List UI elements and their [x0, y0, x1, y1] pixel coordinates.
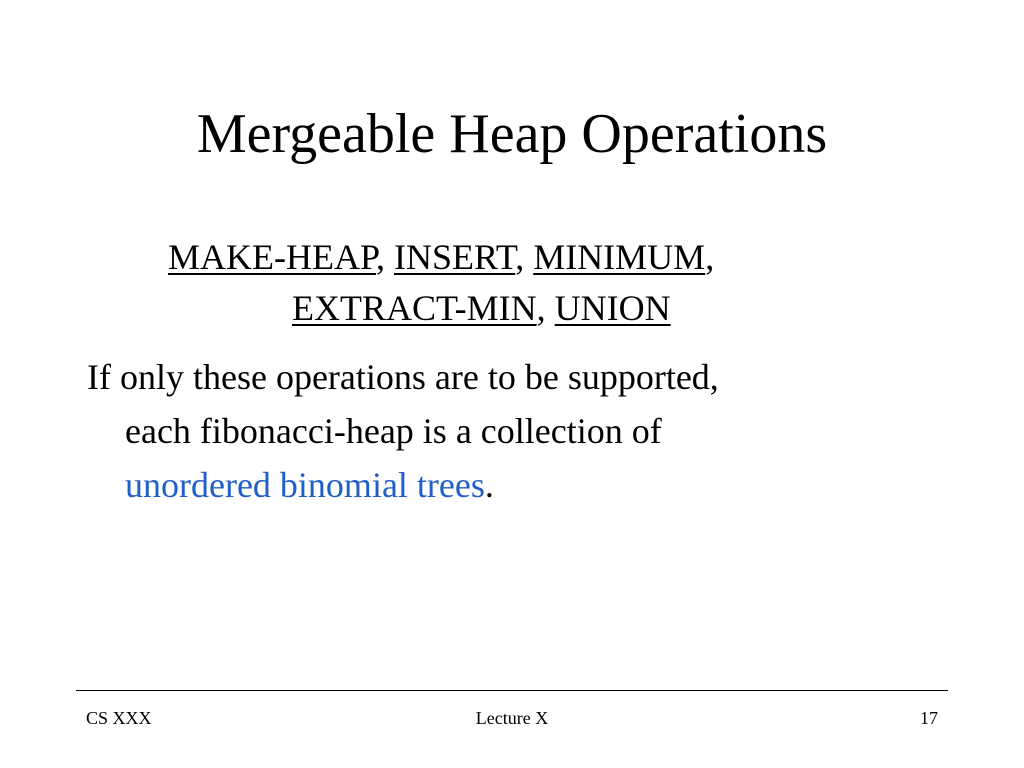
op-separator: , [515, 237, 534, 277]
op-extract-min: EXTRACT-MIN [292, 288, 537, 328]
operations-line-1 [160, 232, 860, 283]
end-punctuation: . [484, 465, 494, 505]
op-separator: , [376, 237, 395, 277]
highlighted-term: unordered binomial trees [125, 465, 485, 505]
op-trailing-comma: , [705, 237, 715, 277]
slide-title: Mergeable Heap Operations [196, 103, 828, 165]
body-paragraph [87, 350, 967, 512]
footer [76, 706, 948, 730]
op-union: UNION [554, 288, 671, 328]
body-line-3 [87, 458, 967, 512]
op-make-heap: MAKE-HEAP [168, 237, 377, 277]
op-insert: INSERT [394, 237, 516, 277]
body-line-2: each fibonacci-heap is a collection of [125, 411, 662, 451]
footer-divider [76, 690, 948, 691]
footer-lecture: Lecture X [475, 708, 549, 728]
body-line-1: If only these operations are to be supported, [87, 357, 719, 397]
operations-line-2 [160, 283, 860, 334]
footer-course: CS XXX [86, 708, 152, 728]
op-minimum: MINIMUM [533, 237, 706, 277]
op-separator: , [536, 288, 555, 328]
footer-page-number: 17 [920, 708, 938, 728]
operations-list [160, 232, 860, 334]
